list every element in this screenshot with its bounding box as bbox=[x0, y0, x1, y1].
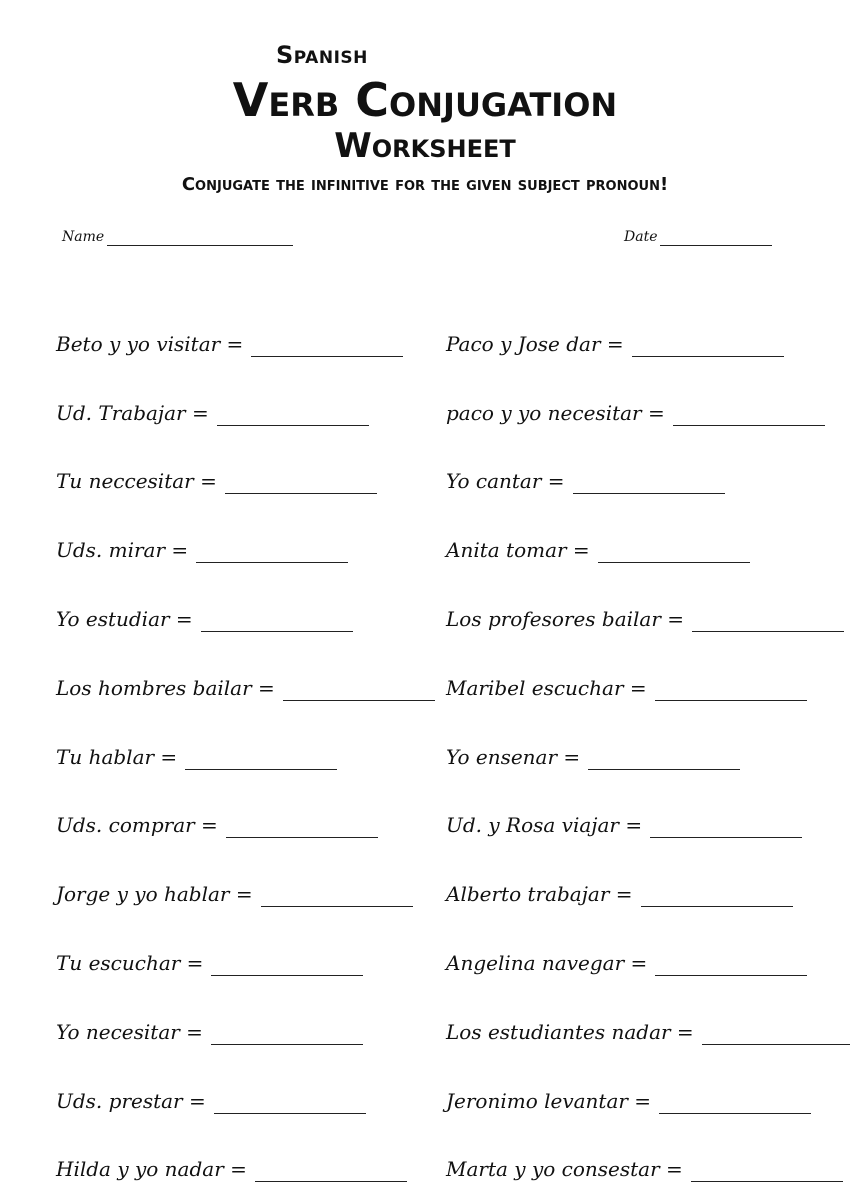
name-label: Name bbox=[62, 229, 105, 245]
exercise-item bbox=[56, 1045, 435, 1114]
exercise-item bbox=[56, 770, 435, 839]
worksheet-title: Verb Conjugation bbox=[232, 73, 618, 127]
answer-blank[interactable] bbox=[641, 886, 793, 907]
answer-blank[interactable] bbox=[673, 405, 825, 426]
exercise-prompt: Ud. y Rosa viajar = bbox=[446, 813, 643, 838]
answer-blank[interactable] bbox=[650, 817, 802, 838]
exercise-prompt: Tu escuchar = bbox=[56, 950, 204, 975]
answer-blank[interactable] bbox=[214, 1093, 366, 1114]
answer-blank[interactable] bbox=[255, 1161, 407, 1182]
exercise-prompt: Jeronimo levantar = bbox=[446, 1088, 652, 1113]
exercise-prompt: Uds. prestar = bbox=[56, 1088, 206, 1113]
answer-blank[interactable] bbox=[573, 473, 725, 494]
answer-blank[interactable] bbox=[261, 886, 413, 907]
exercise-item bbox=[56, 426, 435, 495]
answer-blank[interactable] bbox=[692, 611, 844, 632]
exercise-prompt: Tu neccesitar = bbox=[56, 469, 217, 494]
answer-blank[interactable] bbox=[185, 749, 337, 770]
exercise-prompt: Anita tomar = bbox=[446, 538, 590, 563]
answer-blank[interactable] bbox=[598, 542, 750, 563]
exercise-item bbox=[446, 426, 850, 495]
answer-blank[interactable] bbox=[588, 749, 740, 770]
exercise-item bbox=[56, 701, 435, 770]
date-label: Date bbox=[624, 229, 658, 245]
exercise-prompt: paco y yo necesitar = bbox=[446, 400, 665, 425]
exercise-prompt: Marta y yo consestar = bbox=[446, 1157, 683, 1182]
exercise-column-right bbox=[446, 288, 850, 1182]
exercise-item bbox=[446, 838, 850, 907]
worksheet-subtitle: Worksheet bbox=[334, 126, 516, 166]
exercise-item bbox=[56, 838, 435, 907]
answer-blank[interactable] bbox=[283, 680, 435, 701]
exercise-prompt: Angelina navegar = bbox=[446, 950, 648, 975]
exercise-item bbox=[446, 357, 850, 426]
answer-blank[interactable] bbox=[196, 542, 348, 563]
exercise-item bbox=[56, 357, 435, 426]
exercise-item bbox=[446, 701, 850, 770]
exercise-prompt: Uds. mirar = bbox=[56, 538, 189, 563]
exercise-item bbox=[446, 288, 850, 357]
answer-blank[interactable] bbox=[655, 680, 807, 701]
exercise-item bbox=[56, 632, 435, 701]
exercise-prompt: Los profesores bailar = bbox=[446, 606, 685, 631]
exercise-item bbox=[446, 907, 850, 976]
answer-blank[interactable] bbox=[655, 955, 807, 976]
exercise-item bbox=[56, 976, 435, 1045]
exercise-item bbox=[446, 563, 850, 632]
exercise-prompt: Ud. Trabajar = bbox=[56, 400, 209, 425]
answer-blank[interactable] bbox=[211, 1024, 363, 1045]
answer-blank[interactable] bbox=[632, 336, 784, 357]
exercise-prompt: Yo cantar = bbox=[446, 469, 565, 494]
answer-blank[interactable] bbox=[251, 336, 403, 357]
answer-blank[interactable] bbox=[691, 1161, 843, 1182]
date-field bbox=[624, 228, 772, 246]
exercise-prompt: Maribel escuchar = bbox=[446, 675, 647, 700]
exercise-item bbox=[56, 494, 435, 563]
instructions: Conjugate the infinitive for the given subject pronoun! bbox=[181, 174, 669, 195]
exercise-item bbox=[446, 1045, 850, 1114]
exercise-item bbox=[56, 907, 435, 976]
exercise-prompt: Yo ensenar = bbox=[446, 744, 581, 769]
name-blank[interactable] bbox=[107, 231, 293, 246]
exercise-prompt: Jorge y yo hablar = bbox=[56, 882, 253, 907]
exercise-item bbox=[446, 976, 850, 1045]
exercise-prompt: Tu hablar = bbox=[56, 744, 178, 769]
exercise-item bbox=[56, 288, 435, 357]
exercise-prompt: Paco y Jose dar = bbox=[446, 331, 624, 356]
exercise-prompt: Los estudiantes nadar = bbox=[446, 1019, 694, 1044]
answer-blank[interactable] bbox=[226, 817, 378, 838]
answer-blank[interactable] bbox=[217, 405, 369, 426]
exercise-prompt: Hilda y yo nadar = bbox=[56, 1157, 247, 1182]
top-label: Spanish bbox=[276, 41, 368, 69]
exercise-prompt: Beto y yo visitar = bbox=[56, 331, 244, 356]
exercise-item bbox=[446, 632, 850, 701]
answer-blank[interactable] bbox=[659, 1093, 811, 1114]
date-blank[interactable] bbox=[660, 231, 772, 246]
answer-blank[interactable] bbox=[225, 473, 377, 494]
answer-blank[interactable] bbox=[211, 955, 363, 976]
answer-blank[interactable] bbox=[702, 1024, 850, 1045]
exercise-item bbox=[56, 1114, 435, 1183]
exercise-prompt: Yo necesitar = bbox=[56, 1019, 203, 1044]
answer-blank[interactable] bbox=[201, 611, 353, 632]
exercise-item bbox=[56, 563, 435, 632]
exercise-item bbox=[446, 1114, 850, 1183]
exercise-item bbox=[446, 494, 850, 563]
name-field bbox=[62, 228, 293, 246]
exercise-prompt: Yo estudiar = bbox=[56, 606, 193, 631]
exercise-prompt: Alberto trabajar = bbox=[446, 882, 633, 907]
exercise-prompt: Uds. comprar = bbox=[56, 813, 218, 838]
exercise-column-left bbox=[56, 288, 435, 1182]
exercise-prompt: Los hombres bailar = bbox=[56, 675, 275, 700]
exercise-item bbox=[446, 770, 850, 839]
